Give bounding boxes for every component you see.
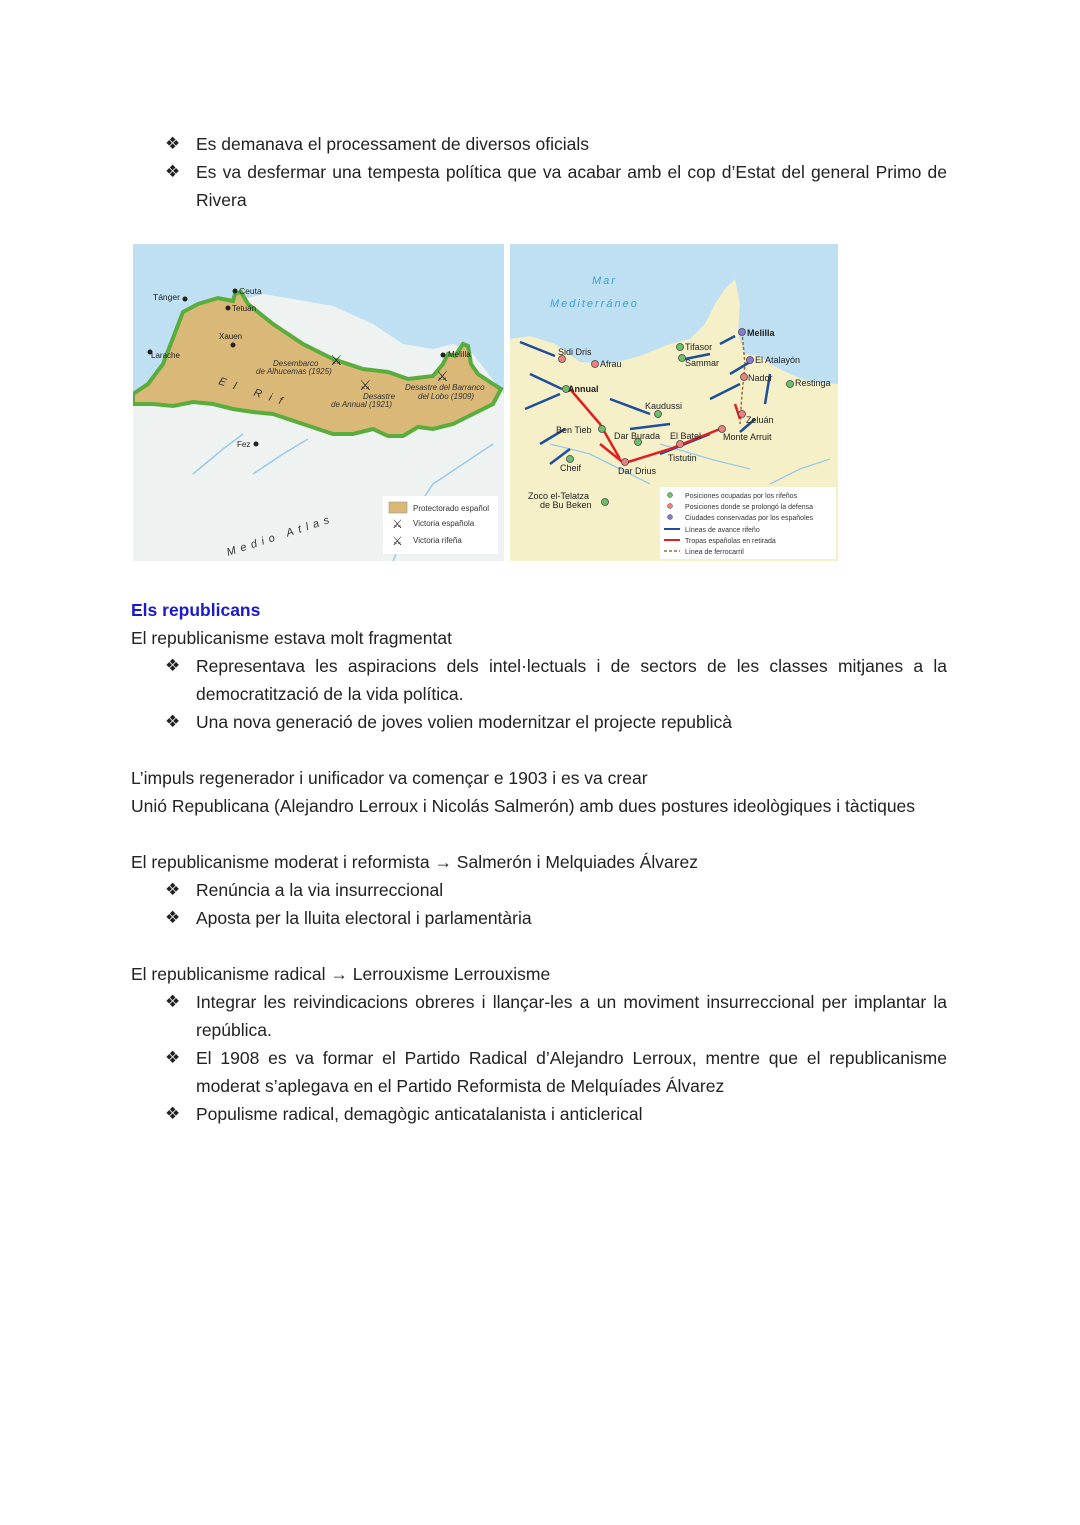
legend-label: Protectorado español xyxy=(413,504,490,513)
bullet-icon: ❖ xyxy=(165,162,181,181)
city-label: Tánger xyxy=(153,292,180,302)
swords-icon: ⚔ xyxy=(330,352,343,368)
place-label: El Batel xyxy=(670,431,702,441)
city-label: Fez xyxy=(237,440,251,449)
place-label: Kaudussi xyxy=(645,401,683,411)
swords-icon: ⚔ xyxy=(392,517,403,531)
list-item xyxy=(165,988,947,1044)
section-heading: Els republicans xyxy=(131,600,261,620)
bullet-text: Integrar les reivindicacions obreres i llançar-les a un moviment insurreccional per implantar la república. xyxy=(196,992,947,1040)
bullet-text: Representava les aspiracions dels intel·lectuals i de sectors de les classes mitjanes a la democratització de la vida política. xyxy=(196,656,947,704)
bullet-icon: ❖ xyxy=(165,1048,181,1067)
bullet-icon: ❖ xyxy=(165,908,181,927)
list-item xyxy=(165,158,947,214)
place-label: Zoco el-Telatza xyxy=(528,491,590,501)
swords-icon: ⚔ xyxy=(436,368,449,384)
bullet-icon: ❖ xyxy=(165,1104,181,1123)
list-item xyxy=(165,1044,947,1100)
region-label: El Rif xyxy=(217,375,292,410)
paragraph: L’impuls regenerador i unificador va començar e 1903 i es va crear xyxy=(131,768,648,788)
list-item xyxy=(165,904,947,932)
legend-label: Línea de ferrocarril xyxy=(685,549,744,556)
list-item xyxy=(165,708,947,736)
place-label: Nador xyxy=(748,373,773,383)
place-label: Sidi Dris xyxy=(558,347,592,357)
place-label: Cheif xyxy=(560,463,582,473)
sea-label: Mar xyxy=(592,275,617,287)
bullet-icon: ❖ xyxy=(165,712,181,731)
city-label: Melilla xyxy=(448,350,471,359)
map-annual-disaster xyxy=(510,244,838,561)
event-label: Desembarco xyxy=(273,359,319,368)
place-label: El Atalayón xyxy=(755,355,801,365)
event-label: del Lobo (1909) xyxy=(418,392,475,401)
bullet-text: Una nova generació de joves volien modernitzar el projecte republicà xyxy=(196,712,733,732)
paragraph: Unió Republicana (Alejandro Lerroux i Nicolás Salmerón) amb dues postures ideològiques i tàctiques xyxy=(131,796,916,816)
place-label: Tifasor xyxy=(685,342,713,352)
city-label: Ceuta xyxy=(239,286,262,296)
swords-icon: ⚔ xyxy=(392,534,403,548)
event-label: de Alhucemas (1925) xyxy=(256,367,332,376)
bullet-icon: ❖ xyxy=(165,880,181,899)
map-rif-protectorate xyxy=(133,244,504,561)
place-label: Dar Burada xyxy=(614,431,661,441)
legend-label: Tropas españolas en retirada xyxy=(685,538,776,545)
place-label: Zeluán xyxy=(746,415,774,425)
legend-label: Victoria rifeña xyxy=(413,536,462,545)
legend-label: Líneas de avance rifeño xyxy=(685,527,760,534)
list-item xyxy=(165,652,947,708)
bullet-text: Es va desfermar una tempesta política que va acabar amb el cop d’Estat del general Primo de Rivera xyxy=(196,162,947,210)
place-label: Tistutin xyxy=(668,453,697,463)
place-label: Restinga xyxy=(795,378,831,388)
bullet-text: Populisme radical, demagògic anticatalanista i anticlerical xyxy=(196,1104,643,1124)
list-item xyxy=(165,130,947,158)
place-label: Afrau xyxy=(600,359,622,369)
subheading: El republicanisme moderat i reformista → Salmerón i Melquiades Álvarez xyxy=(131,852,699,872)
place-label: Dar Drius xyxy=(618,466,657,476)
place-label: Monte Arruit xyxy=(723,432,772,442)
legend-label: Posiciones donde se prolongó la defensa xyxy=(685,504,814,511)
legend-label: Victoria española xyxy=(413,519,475,528)
city-label: Larache xyxy=(151,351,180,360)
bullet-text: Aposta per la lluita electoral i parlamentària xyxy=(196,908,532,928)
bullet-text: Es demanava el processament de diversos oficials xyxy=(196,134,589,154)
city-label: Xauen xyxy=(219,332,243,341)
bullet-text: El 1908 es va formar el Partido Radical d’Alejandro Lerroux, mentre que el republicanisme moderat s’aplegava en el Partido Reformista de Melquíades Álvarez xyxy=(196,1048,947,1096)
bullet-icon: ❖ xyxy=(165,656,181,675)
bullet-icon: ❖ xyxy=(165,134,181,153)
bullet-text: Renúncia a la via insurreccional xyxy=(196,880,444,900)
paragraph: El republicanisme estava molt fragmentat xyxy=(131,628,452,648)
place-label: de Bu Beken xyxy=(540,500,592,510)
legend-label: Posiciones ocupadas por los rifeños xyxy=(685,493,798,500)
swords-icon: ⚔ xyxy=(359,377,372,393)
list-item xyxy=(165,1100,947,1128)
place-label: Ben Tieb xyxy=(556,425,592,435)
sea-label: Mediterráneo xyxy=(550,298,639,310)
legend-label: Ciudades conservadas por los españoles xyxy=(685,515,814,522)
event-label: Desastre del Barranco xyxy=(405,383,485,392)
list-item xyxy=(165,876,947,904)
subheading: El republicanisme radical → Lerrouxisme Lerrouxisme xyxy=(131,964,551,984)
place-label: Sammar xyxy=(685,358,720,368)
place-label: Melilla xyxy=(747,328,775,338)
bullet-icon: ❖ xyxy=(165,992,181,1011)
event-label: de Annual (1921) xyxy=(331,400,393,409)
city-label: Tetuán xyxy=(232,304,257,313)
place-label: Annual xyxy=(568,384,599,394)
event-label: Desastre xyxy=(363,392,396,401)
mountains-label: Medio Atlas xyxy=(225,512,336,559)
